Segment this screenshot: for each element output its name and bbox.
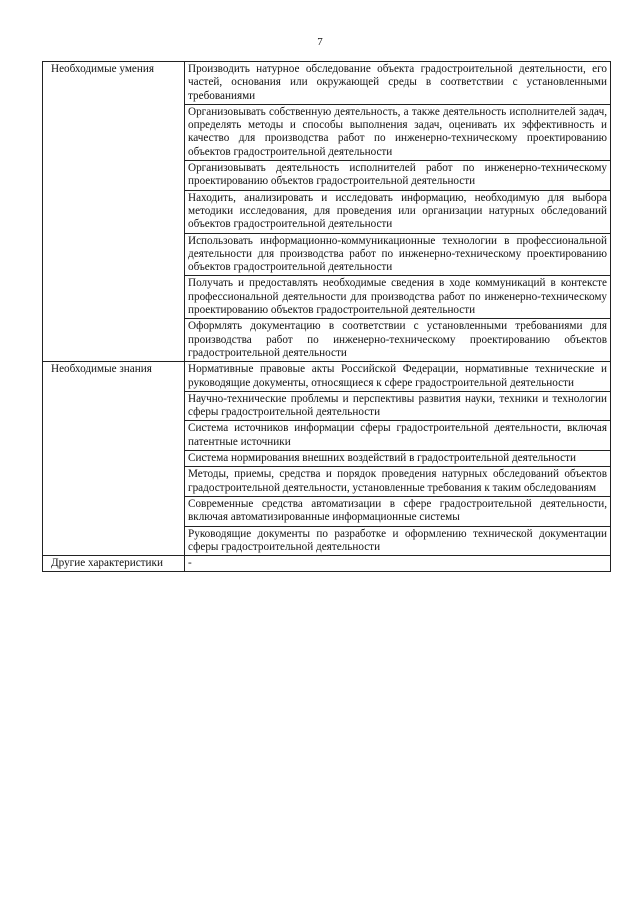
requirement-text: Находить, анализировать и исследовать информацию, необходимую для выбора методики исследования, для проведения или организации натурных обследований объектов градостроительной деятельности <box>185 190 611 233</box>
requirements-table-body <box>43 62 611 572</box>
requirements-table <box>42 61 611 572</box>
requirement-text: Получать и предоставлять необходимые сведения в ходе коммуникаций в контексте профессиональной деятельности для производства работ по инженерно-техническому проектированию объектов градостроительной деятельности <box>185 276 611 319</box>
table-row <box>43 556 611 572</box>
requirement-text: Система источников информации сферы градостроительной деятельности, включая патентные источники <box>185 421 611 451</box>
requirement-text: Современные средства автоматизации в сфере градостроительной деятельности, включая автоматизированные информационные системы <box>185 496 611 526</box>
requirement-text: Организовывать деятельность исполнителей работ по инженерно-техническому проектированию объектов градостроительной деятельности <box>185 161 611 191</box>
requirement-text: Научно-технические проблемы и перспективы развития науки, техники и технологии сферы градостроительной деятельности <box>185 391 611 421</box>
requirement-text: Нормативные правовые акты Российской Федерации, нормативные технические и руководящие документы, относящиеся к сфере градостроительной деятельности <box>185 362 611 392</box>
requirement-text: - <box>185 556 611 572</box>
requirement-text: Руководящие документы по разработке и оформлению технической документации сферы градостроительной деятельности <box>185 526 611 556</box>
requirement-text: Методы, приемы, средства и порядок проведения натурных обследований объектов градостроительной деятельности, установленные требования к таким обследованиям <box>185 467 611 497</box>
table-row <box>43 62 611 105</box>
requirement-text: Производить натурное обследование объекта градостроительной деятельности, его частей, основания или окружающей среды в соответствии с установленными требованиями <box>185 62 611 105</box>
requirement-text: Система нормирования внешних воздействий в градостроительной деятельности <box>185 451 611 467</box>
requirement-text: Оформлять документацию в соответствии с установленными требованиями для производства работ по инженерно-техническому проектированию объектов градостроительной деятельности <box>185 319 611 362</box>
section-label: Необходимые умения <box>43 62 185 362</box>
requirement-text: Использовать информационно-коммуникационные технологии в профессиональной деятельности для производства работ по инженерно-техническому проектированию объектов градостроительной деятельности <box>185 233 611 276</box>
page-number: 7 <box>317 36 323 48</box>
section-label: Другие характеристики <box>43 556 185 572</box>
requirement-text: Организовывать собственную деятельность, а также деятельность исполнителей задач, определять методы и способы выполнения задач, оценивать их эффективность и качество для производства работ по инженерно-техническому проектированию объектов градостроительной деятельности <box>185 104 611 160</box>
table-row <box>43 362 611 392</box>
section-label: Необходимые знания <box>43 362 185 556</box>
